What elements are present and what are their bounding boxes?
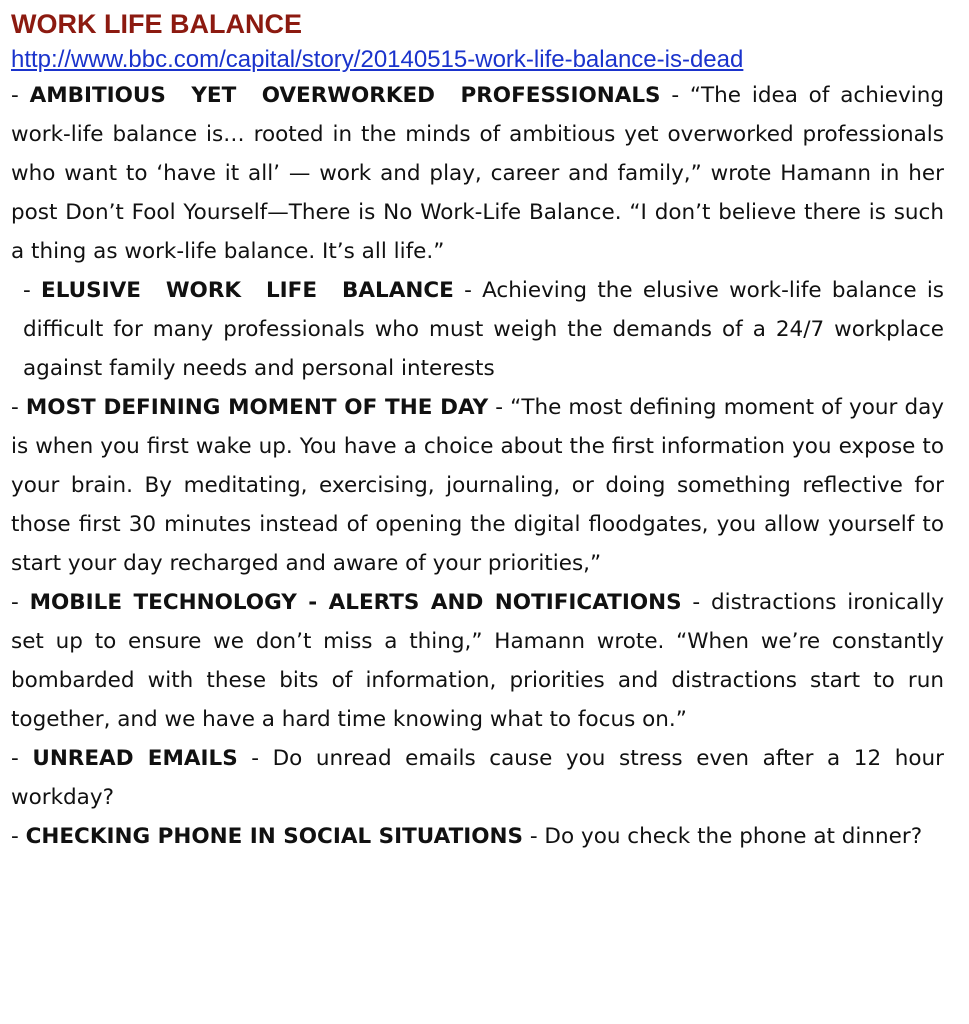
section-heading: AMBITIOUS YET OVERWORKED PROFESSIONALS: [29, 83, 661, 108]
section-heading: CHECKING PHONE IN SOCIAL SITUATIONS: [25, 824, 523, 849]
section-text: - distractions ironically set up to ensure we don’t miss a thing,” Hamann wrote. “When we’re constantly bombarded with these bits of information, priorities and distractions start to run together, and we have a hard time knowing what to focus on.”: [11, 590, 944, 732]
section-text: - Do unread emails cause you stress even after a 12 hour workday?: [11, 746, 945, 810]
section-text: - “The most defining moment of your day is when you first wake up. You have a choice about the first information you expose to your brain. By meditating, exercising, journaling, or doing something reflective for those first 30 minutes instead of opening the digital floodgates, you allow yourself to start your day recharged and aware of your priorities,”: [11, 395, 945, 576]
section-unread-emails: [11, 739, 944, 817]
section-heading: ELUSIVE WORK LIFE BALANCE: [41, 278, 454, 303]
section-mobile-technology: [11, 583, 944, 739]
section-checking-phone: [11, 817, 944, 856]
section-heading: MOBILE TECHNOLOGY - ALERTS AND NOTIFICATIONS: [29, 590, 682, 615]
section-dash: -: [11, 590, 30, 615]
section-defining-moment: [11, 388, 944, 583]
page-title: WORK LIFE BALANCE: [11, 9, 302, 39]
section-heading: MOST DEFINING MOMENT OF THE DAY: [25, 395, 489, 420]
section-dash: -: [11, 746, 33, 771]
section-dash: -: [11, 83, 30, 108]
section-heading: UNREAD EMAILS: [32, 746, 238, 771]
section-dash: -: [11, 395, 26, 420]
source-link[interactable]: http://www.bbc.com/capital/story/20140515-work-life-balance-is-dead: [11, 46, 744, 73]
section-dash: -: [23, 278, 42, 303]
section-text: - Achieving the elusive work-life balance is difficult for many professionals who must weigh the demands of a 24/7 workplace against family needs and personal interests: [23, 278, 944, 381]
section-text: - Do you check the phone at dinner?: [523, 824, 923, 849]
section-elusive: [11, 271, 944, 388]
document: [11, 4, 944, 856]
section-ambitious: [11, 76, 944, 271]
section-text: - “The idea of achieving work-life balance is… rooted in the minds of ambitious yet overworked professionals who want to ‘have it all’ — work and play, career and family,” wrote Hamann in her post Don’t Fool Yourself—There is No Work-Life Balance. “I don’t believe there is such a thing as work-life balance. It’s all life.”: [11, 83, 944, 264]
section-dash: -: [11, 824, 26, 849]
